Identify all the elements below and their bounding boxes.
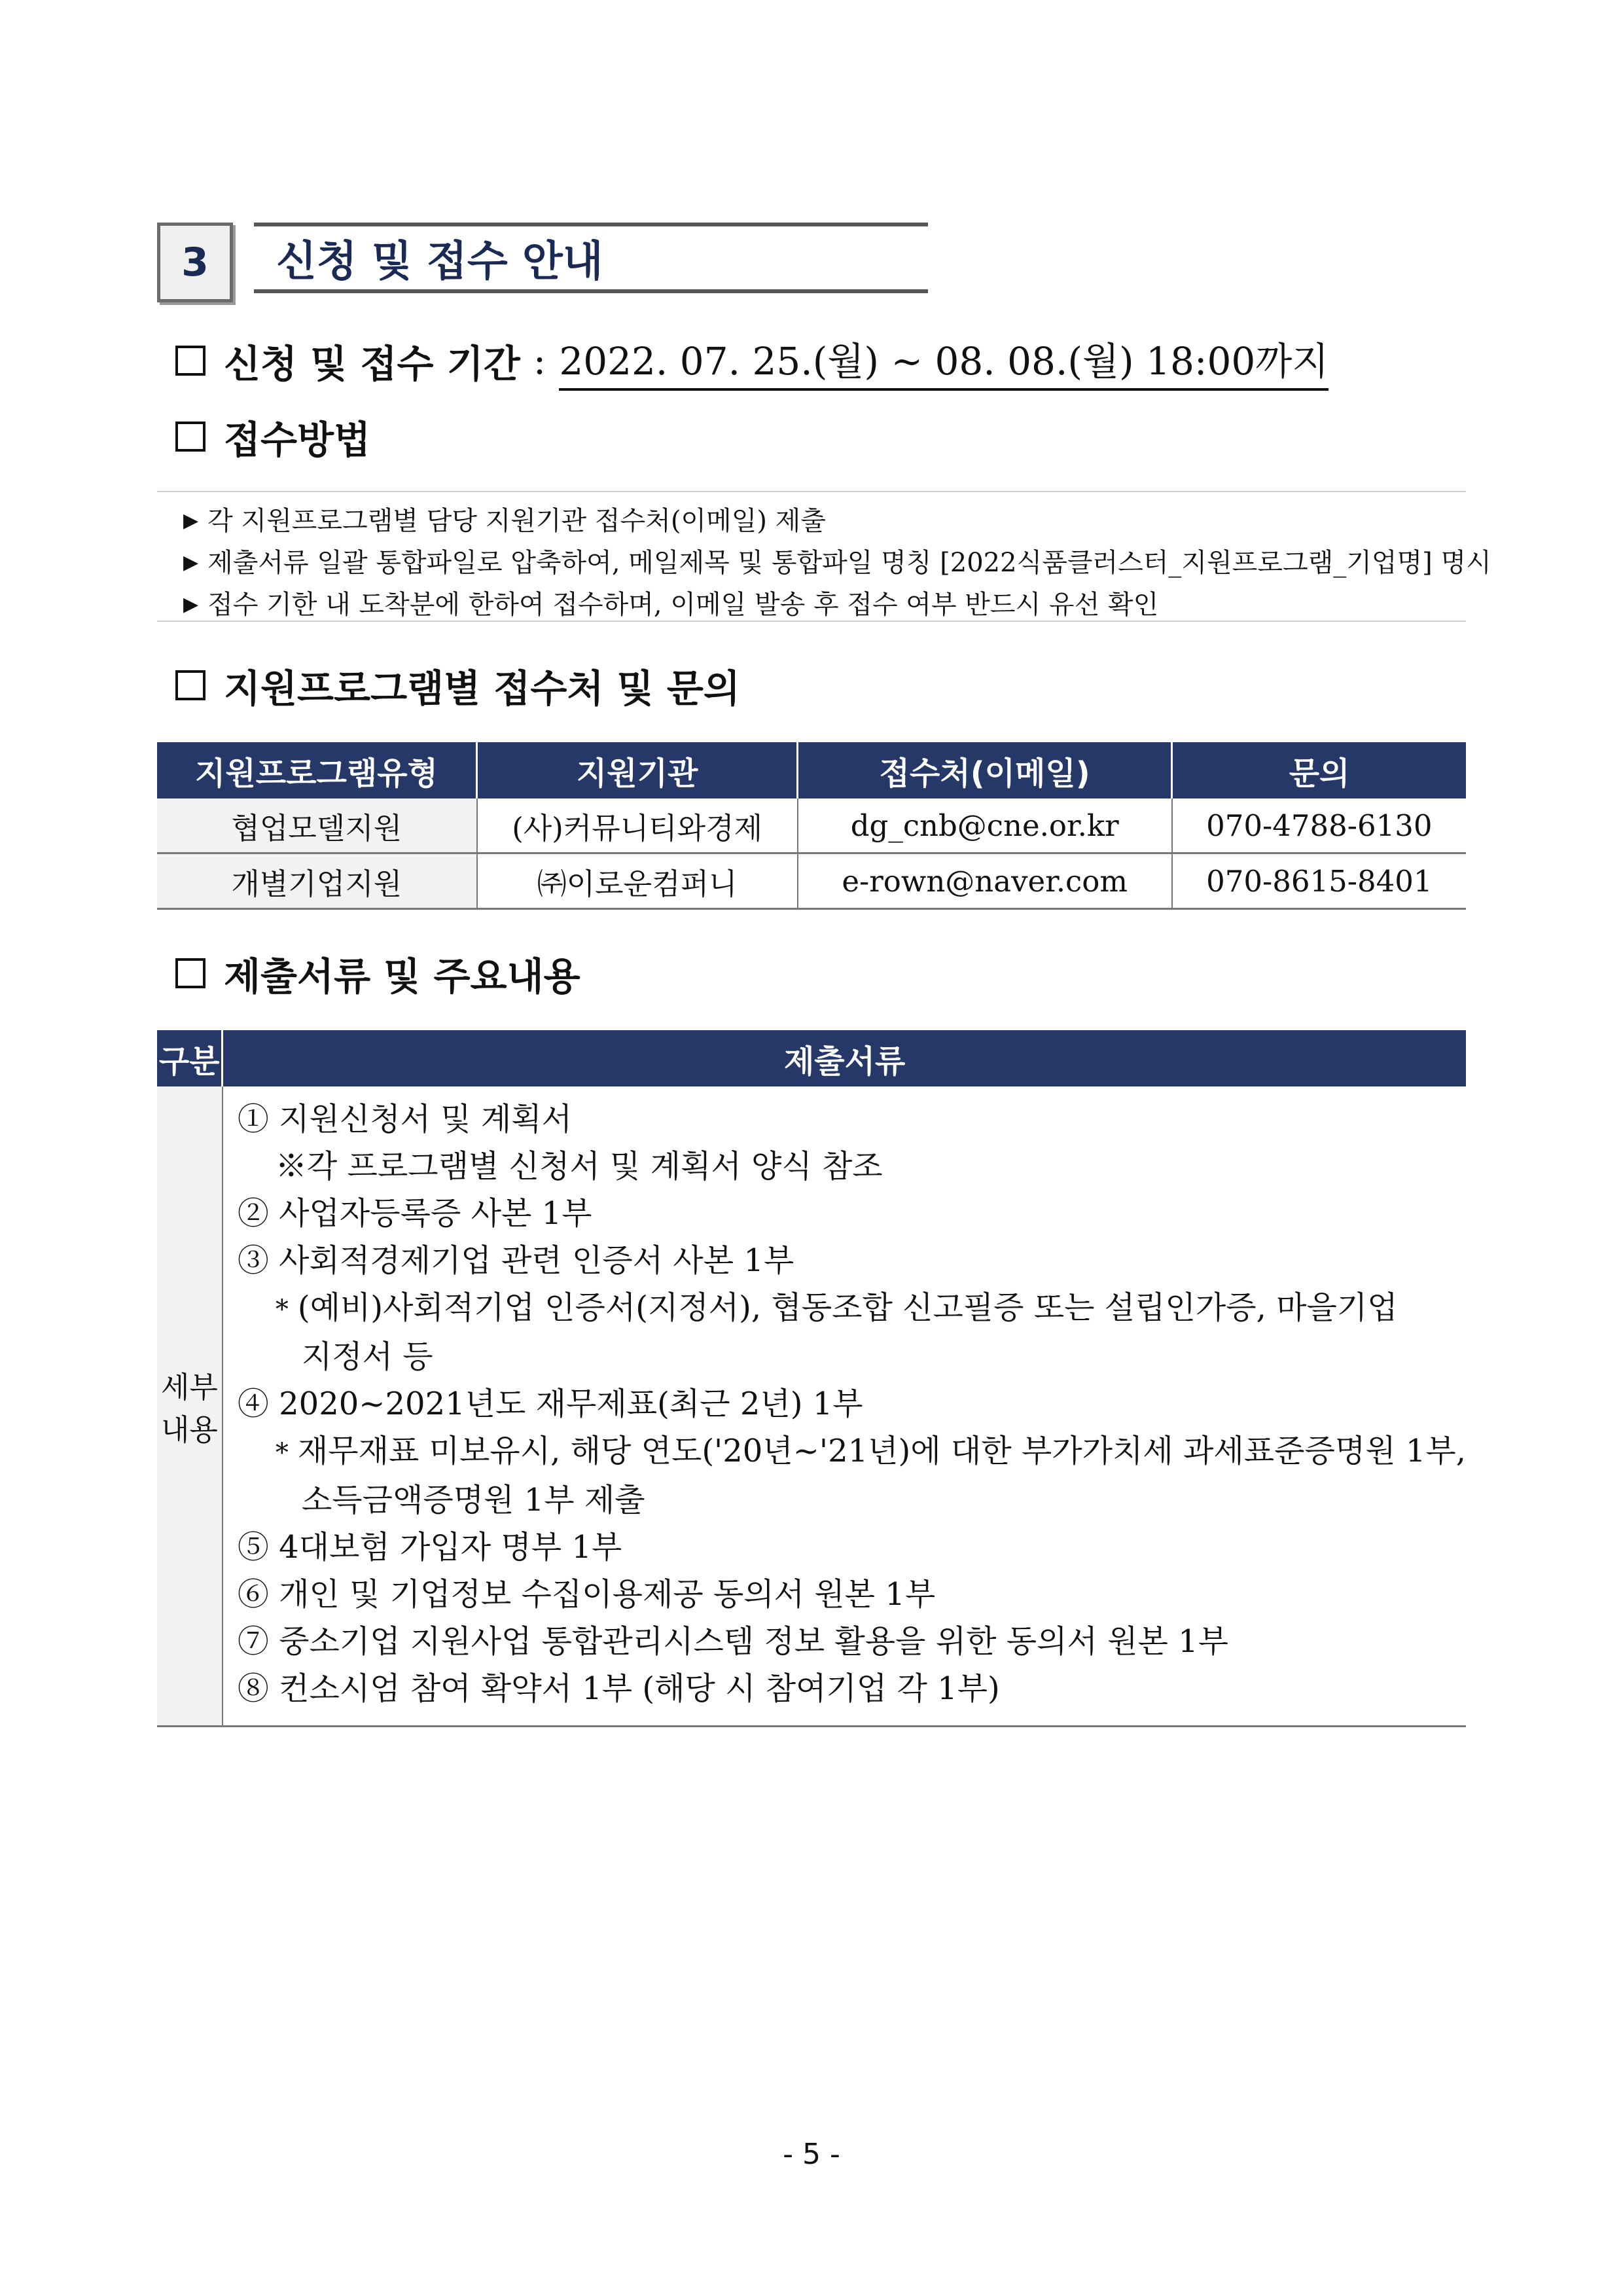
list-item — [157, 501, 1466, 543]
period-separator: : — [533, 338, 546, 383]
documents-table — [157, 1030, 1466, 1727]
documents-cell — [223, 1086, 1466, 1727]
asterisk-bullet-icon: * — [275, 1438, 289, 1468]
method-list — [157, 491, 1491, 622]
documents-heading — [175, 946, 580, 1001]
method-heading — [175, 409, 370, 464]
organization-cell: ㈜이로운컴퍼니 — [477, 853, 798, 909]
contacts-heading-text: 지원프로그램별 접수처 및 문의 — [224, 666, 740, 711]
triangle-bullet-icon: ▶ — [183, 509, 199, 532]
column-header: 접수처(이메일) — [798, 742, 1172, 798]
program-type-cell: 개별기업지원 — [157, 853, 477, 909]
triangle-bullet-icon: ▶ — [183, 593, 199, 616]
category-cell: 세부내용 — [157, 1086, 223, 1727]
document-note-text: (예비)사회적기업 인증서(지정서), 협동조합 신고필증 또는 설립인가증, 마을기업 — [297, 1289, 1398, 1326]
document-item: ⑧ 컨소시엄 참여 확약서 1부 (해당 시 참여기업 각 1부) — [237, 1670, 1000, 1707]
method-heading-text: 접수방법 — [224, 418, 371, 462]
contacts-heading — [175, 658, 740, 713]
column-header: 지원기관 — [477, 742, 798, 798]
asterisk-bullet-icon: * — [275, 1295, 289, 1325]
document-note — [223, 1284, 1466, 1333]
email-cell: e-rown@naver.com — [798, 853, 1172, 909]
checkbox-icon — [175, 422, 205, 452]
list-item — [157, 543, 1491, 585]
phone-cell: 070-8615-8401 — [1172, 853, 1466, 909]
program-type-cell: 협업모델지원 — [157, 798, 477, 853]
method-item-text: 접수 기한 내 도착분에 한하여 접수하며, 이메일 발송 후 접수 여부 반드시 유선 확인 — [207, 590, 1159, 620]
document-note-text: 재무재표 미보유시, 해당 연도('20년~'21년)에 대한 부가가치세 과세표준증명원 1부, — [297, 1433, 1466, 1469]
documents-heading-text: 제출서류 및 주요내용 — [224, 954, 580, 999]
column-header: 제출서류 — [223, 1030, 1466, 1086]
document-item: ⑤ 4대보험 가입자 명부 1부 — [237, 1529, 622, 1566]
triangle-bullet-icon: ▶ — [183, 551, 199, 574]
document-item: ⑦ 중소기업 지원사업 통합관리시스템 정보 활용을 위한 동의서 원본 1부 — [237, 1623, 1229, 1660]
document-item: ① 지원신청서 및 계획서 — [237, 1101, 572, 1138]
document-item: ② 사업자등록증 사본 1부 — [237, 1195, 592, 1232]
section-number: 3 — [157, 223, 233, 302]
period-value: 2022. 07. 25.(월) ~ 08. 08.(월) 18:00까지 — [559, 331, 1329, 391]
section-title: 신청 및 접수 안내 — [254, 223, 928, 293]
method-item-text: 제출서류 일괄 통합파일로 압축하여, 메일제목 및 통합파일 명칭 [2022식품클러스터_지원프로그램_기업명] 명시 — [207, 548, 1491, 578]
table-row — [157, 1086, 1466, 1727]
list-item — [157, 585, 1466, 627]
method-item-text: 각 지원프로그램별 담당 지원기관 접수처(이메일) 제출 — [207, 506, 826, 536]
page-number: - 5 - — [783, 2138, 840, 2171]
document-note: ※각 프로그램별 신청서 및 계획서 양식 참조 — [275, 1148, 883, 1185]
organization-cell: (사)커뮤니티와경제 — [477, 798, 798, 853]
table-row — [157, 798, 1466, 853]
period-heading — [175, 331, 1329, 391]
checkbox-icon — [175, 958, 205, 988]
document-item: ③ 사회적경제기업 관련 인증서 사본 1부 — [237, 1242, 794, 1279]
checkbox-icon — [175, 670, 205, 700]
phone-cell: 070-4788-6130 — [1172, 798, 1466, 853]
checkbox-icon — [175, 346, 205, 376]
contacts-table — [157, 742, 1466, 910]
document-item: ⑥ 개인 및 기업정보 수집이용제공 동의서 원본 1부 — [237, 1576, 936, 1613]
document-item: ④ 2020~2021년도 재무제표(최근 2년) 1부 — [237, 1386, 863, 1422]
document-note — [223, 1427, 1466, 1477]
section-header — [157, 223, 929, 301]
column-header: 지원프로그램유형 — [157, 742, 477, 798]
document-note: 지정서 등 — [301, 1338, 433, 1375]
email-cell: dg_cnb@cne.or.kr — [798, 798, 1172, 853]
period-label: 신청 및 접수 기간 — [224, 342, 520, 386]
column-header: 구분 — [157, 1030, 223, 1086]
table-header-row — [157, 1030, 1466, 1086]
document-note: 소득금액증명원 1부 제출 — [301, 1482, 645, 1518]
table-row — [157, 853, 1466, 909]
column-header: 문의 — [1172, 742, 1466, 798]
table-header-row — [157, 742, 1466, 798]
